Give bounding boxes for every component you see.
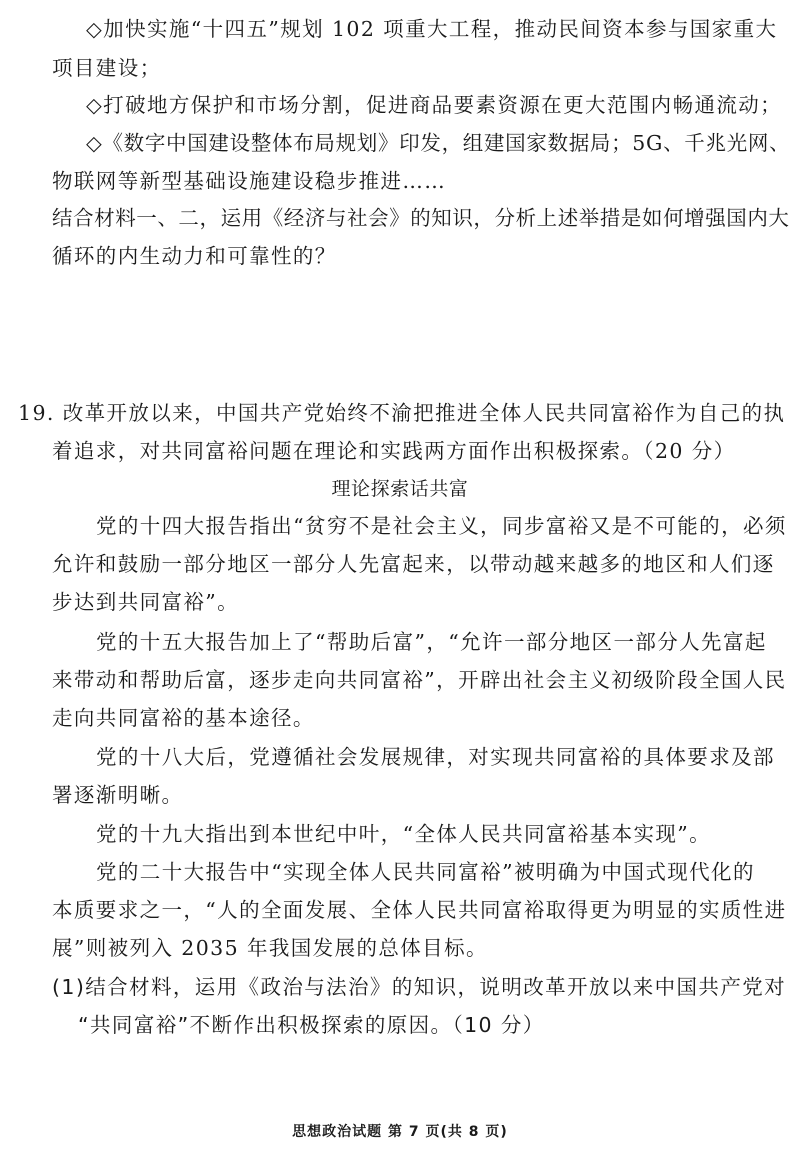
paragraph-15th-congress-line-1: 党的十五大报告加上了“帮助后富”，“允许一部分地区一部分人先富起	[96, 630, 767, 654]
paragraph-20th-congress-line-3: 展”则被列入 2035 年我国发展的总体目标。	[52, 936, 488, 960]
question-18-task-line-1: 结合材料一、二，运用《经济与社会》的知识，分析上述举措是如何增强国内大	[52, 206, 790, 230]
material-item-2-line-1: ◇打破地方保护和市场分割，促进商品要素资源在更大范围内畅通流动；	[86, 93, 783, 117]
paragraph-14th-congress-line-1: 党的十四大报告指出“贫穷不是社会主义，同步富裕又是不可能的，必须	[96, 514, 787, 538]
material-item-3-line-1: ◇《数字中国建设整体布局规划》印发，组建国家数据局；5G、千兆光网、	[86, 131, 791, 155]
paragraph-15th-congress-line-3: 走向共同富裕的基本途径。	[52, 706, 315, 730]
paragraph-19th-congress-line-1: 党的十九大指出到本世纪中叶，“全体人民共同富裕基本实现”。	[96, 822, 712, 846]
material-item-1-line-2: 项目建设；	[52, 56, 162, 80]
sub-question-1-line-2: “共同富裕”不断作出积极探索的原因。（10 分）	[78, 1013, 545, 1037]
question-19-intro-line-1: 19. 改革开放以来，中国共产党始终不渝把推进全体人民共同富裕作为自己的执	[18, 401, 786, 425]
paragraph-14th-congress-line-2: 允许和鼓励一部分地区一部分人先富起来，以带动越来越多的地区和人们逐	[52, 552, 775, 576]
paragraph-20th-congress-line-2: 本质要求之一，“人的全面发展、全体人民共同富裕取得更为明显的实质性进	[52, 898, 787, 922]
page-footer: 思想政治试题 第 7 页(共 8 页)	[292, 1124, 508, 1140]
material-heading: 理论探索话共富	[331, 478, 469, 500]
sub-question-1-line-1: (1)结合材料，运用《政治与法治》的知识，说明改革开放以来中国共产党对	[52, 975, 787, 999]
paragraph-18th-congress-line-2: 署逐渐明晰。	[52, 783, 184, 807]
question-19-intro-line-2: 着追求，对共同富裕问题在理论和实践两方面作出积极探索。（20 分）	[52, 439, 736, 463]
question-18-task-line-2: 循环的内生动力和可靠性的？	[52, 244, 337, 268]
material-item-1-line-1: ◇加快实施“十四五”规划 102 项重大工程，推动民间资本参与国家重大	[86, 17, 778, 41]
material-item-3-line-2: 物联网等新型基础设施建设稳步推进……	[52, 169, 447, 193]
paragraph-15th-congress-line-2: 来带动和帮助后富，逐步走向共同富裕”，开辟出社会主义初级阶段全国人民	[52, 668, 787, 692]
paragraph-18th-congress-line-1: 党的十八大后，党遵循社会发展规律，对实现共同富裕的具体要求及部	[96, 745, 775, 769]
paragraph-20th-congress-line-1: 党的二十大报告中“实现全体人民共同富裕”被明确为中国式现代化的	[96, 860, 755, 884]
paragraph-14th-congress-line-3: 步达到共同富裕”。	[52, 590, 240, 614]
